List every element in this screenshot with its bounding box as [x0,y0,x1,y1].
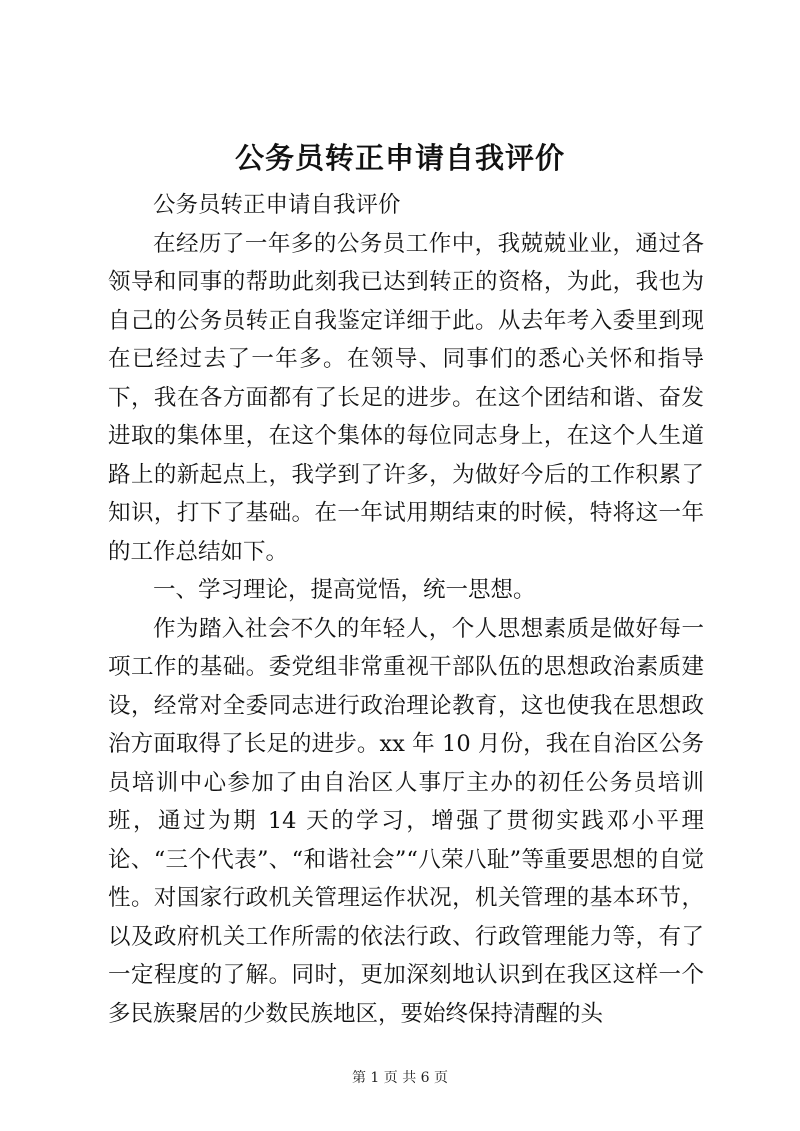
paragraph-section-body: 作为踏入社会不久的年轻人，个人思想素质是做好每一项工作的基础。委党组非常重视干部队伍的思想政治素质建设，经常对全委同志进行政治理论教育，这也使我在思想政治方面取得了长足的进步。xx 年 10 月份，我在自治区公务员培训中心参加了由自治区人事厅主办的初任公务员培训班，通过为期 14 天的学习，增强了贯彻实践邓小平理论、“三个代表”、“和谐社会”“八荣八耻”等重要思想的自觉性。对国家行政机关管理运作状况，机关管理的基本环节，以及政府机关工作所需的依法行政、行政管理能力等，有了一定程度的了解。同时，更加深刻地认识到在我区这样一个多民族聚居的少数民族地区，要始终保持清醒的头 [108,615,704,1027]
paragraph-section-heading: 一、学习理论，提高觉悟，统一思想。 [153,577,536,603]
page-number-footer: 第 1 页 共 6 页 [351,1070,449,1086]
paragraph-intro: 在经历了一年多的公务员工作中，我兢兢业业，通过各领导和同事的帮助此刻我已达到转正的资格，为此，我也为自己的公务员转正自我鉴定详细于此。从去年考入委里到现在已经过去了一年多。在领导、同事们的悉心关怀和指导下，我在各方面都有了长足的进步。在这个团结和谐、奋发进取的集体里，在这个集体的每位同志身上，在这个人生道路上的新起点上，我学到了许多，为做好今后的工作积累了知识，打下了基础。在一年试用期结束的时候，特将这一年的工作总结如下。 [108,230,704,565]
document-title: 公务员转正申请自我评价 [234,141,565,175]
paragraph-subtitle: 公务员转正申请自我评价 [153,192,401,218]
document-body [108,186,704,1033]
